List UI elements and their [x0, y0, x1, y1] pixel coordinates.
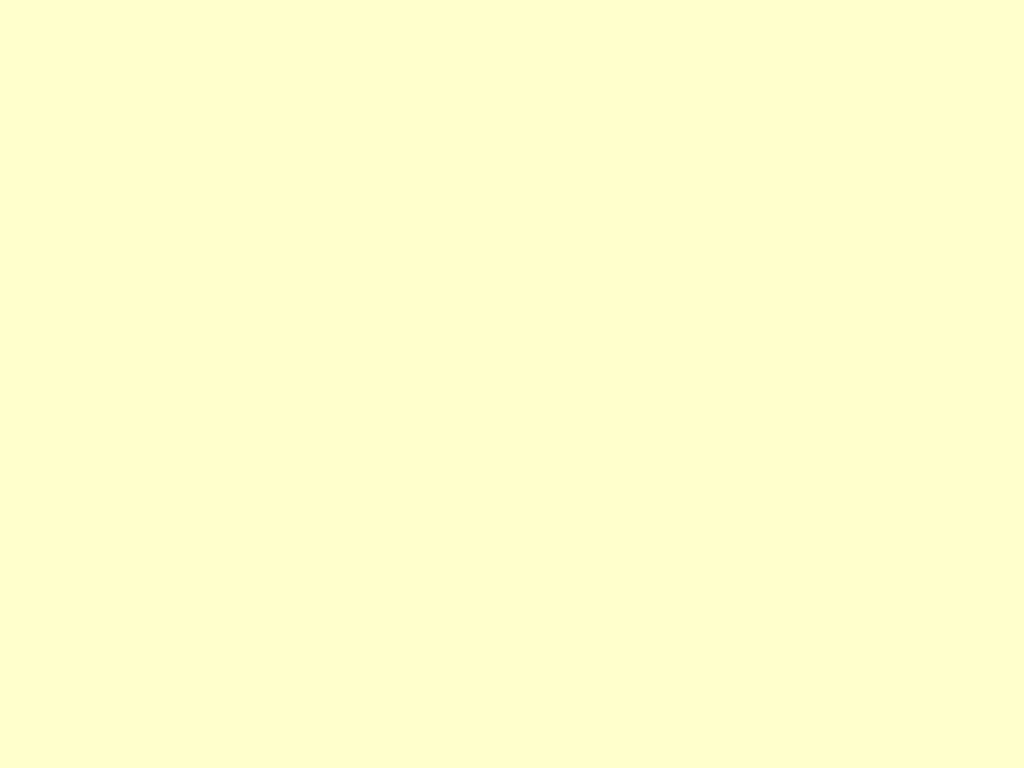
top-decoration [24, 8, 998, 46]
bottom-decoration [34, 760, 990, 768]
